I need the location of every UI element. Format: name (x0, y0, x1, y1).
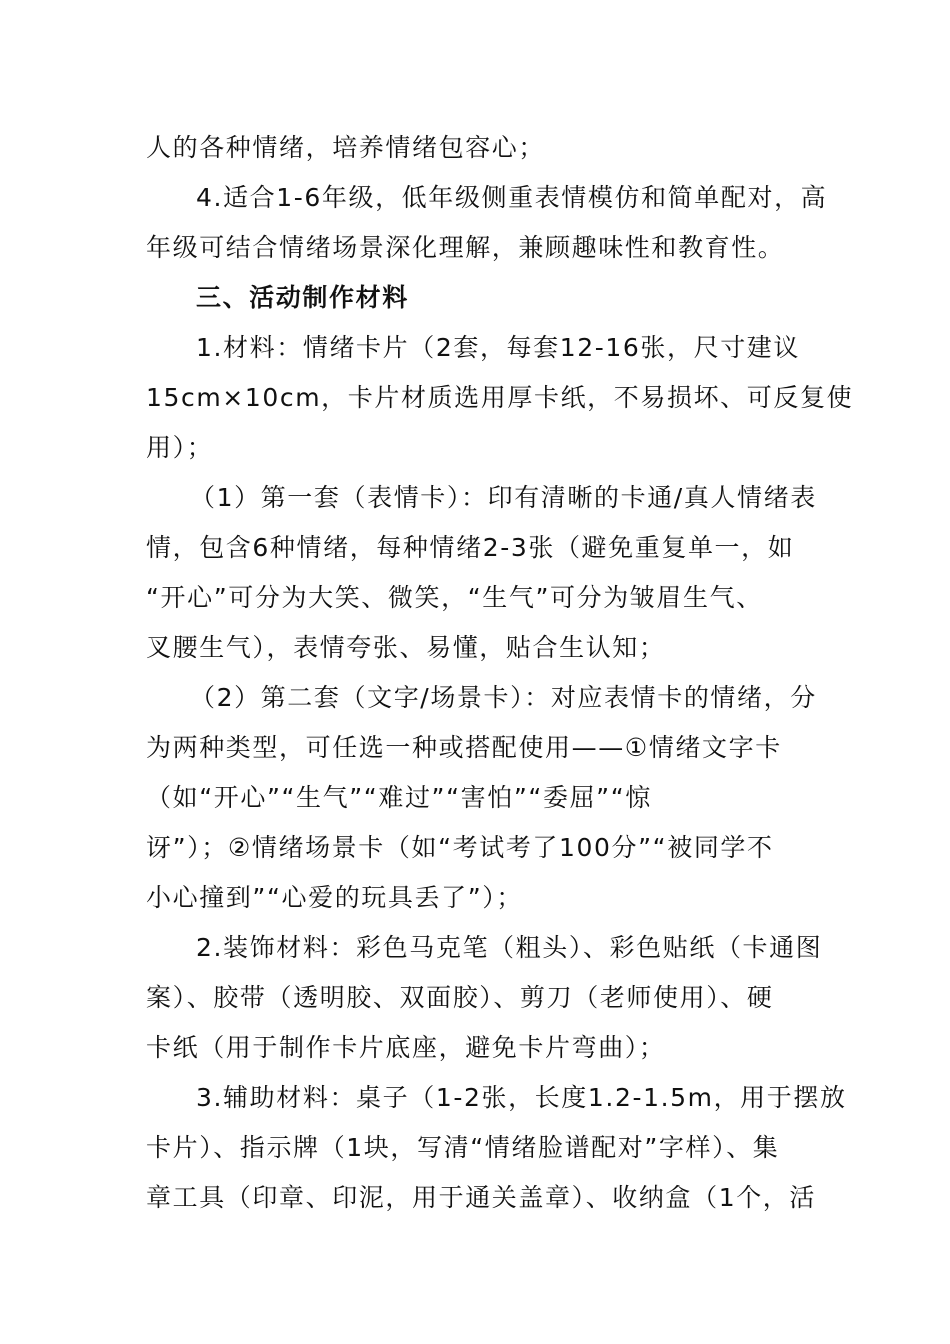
paragraph-line: （如“开心”“生气”“难过”“害怕”“委屈”“惊 (146, 783, 652, 812)
paragraph-line: 人的各种情绪，培养情绪包容心； (146, 133, 546, 162)
paragraph-line: “开心”可分为大笑、微笑，“生气”可分为皱眉生气、 (146, 583, 763, 612)
paragraph-line: 案）、胶带（透明胶、双面胶）、剪刀（老师使用）、硬 (146, 983, 774, 1012)
paragraph-line: 年级可结合情绪场景深化理解，兼顾趣味性和教育性。 (146, 233, 785, 262)
paragraph-line: 章工具（印章、印泥，用于通关盖章）、收纳盒（1个，活 (146, 1183, 817, 1212)
paragraph-line: 卡片）、指示牌（1块，写清“情绪脸谱配对”字样）、集 (146, 1133, 780, 1162)
paragraph-line: 3.辅助材料：桌子（1-2张，长度1.2-1.5m，用于摆放 (196, 1083, 847, 1112)
paragraph-line: 小心撞到”“心爱的玩具丢了”）； (146, 883, 523, 912)
paragraph-line: 为两种类型，可任选一种或搭配使用——①情绪文字卡 (146, 733, 782, 762)
paragraph-line: 1.材料：情绪卡片（2套，每套12-16张，尺寸建议 (196, 333, 801, 362)
paragraph-line: 15cm×10cm，卡片材质选用厚卡纸，不易损坏、可反复使 (146, 383, 854, 412)
paragraph-line: （2）第二套（文字/场景卡）：对应表情卡的情绪，分 (190, 683, 817, 712)
paragraph-line: （1）第一套（表情卡）：印有清晰的卡通/真人情绪表 (190, 483, 817, 512)
paragraph-line: 叉腰生气），表情夸张、易懂，贴合生认知； (146, 633, 666, 662)
section-heading: 三、活动制作材料 (196, 283, 409, 312)
paragraph-line: 4.适合1-6年级，低年级侧重表情模仿和简单配对，高 (196, 183, 828, 212)
paragraph-line: 用）； (146, 433, 214, 462)
paragraph-line: 卡纸（用于制作卡片底座，避免卡片弯曲）； (146, 1033, 666, 1062)
paragraph-line: 讶”）；②情绪场景卡（如“考试考了100分”“被同学不 (146, 833, 774, 862)
paragraph-line: 情，包含6种情绪，每种情绪2-3张（避免重复单一，如 (146, 533, 795, 562)
paragraph-line: 2.装饰材料：彩色马克笔（粗头）、彩色贴纸（卡通图 (196, 933, 823, 962)
